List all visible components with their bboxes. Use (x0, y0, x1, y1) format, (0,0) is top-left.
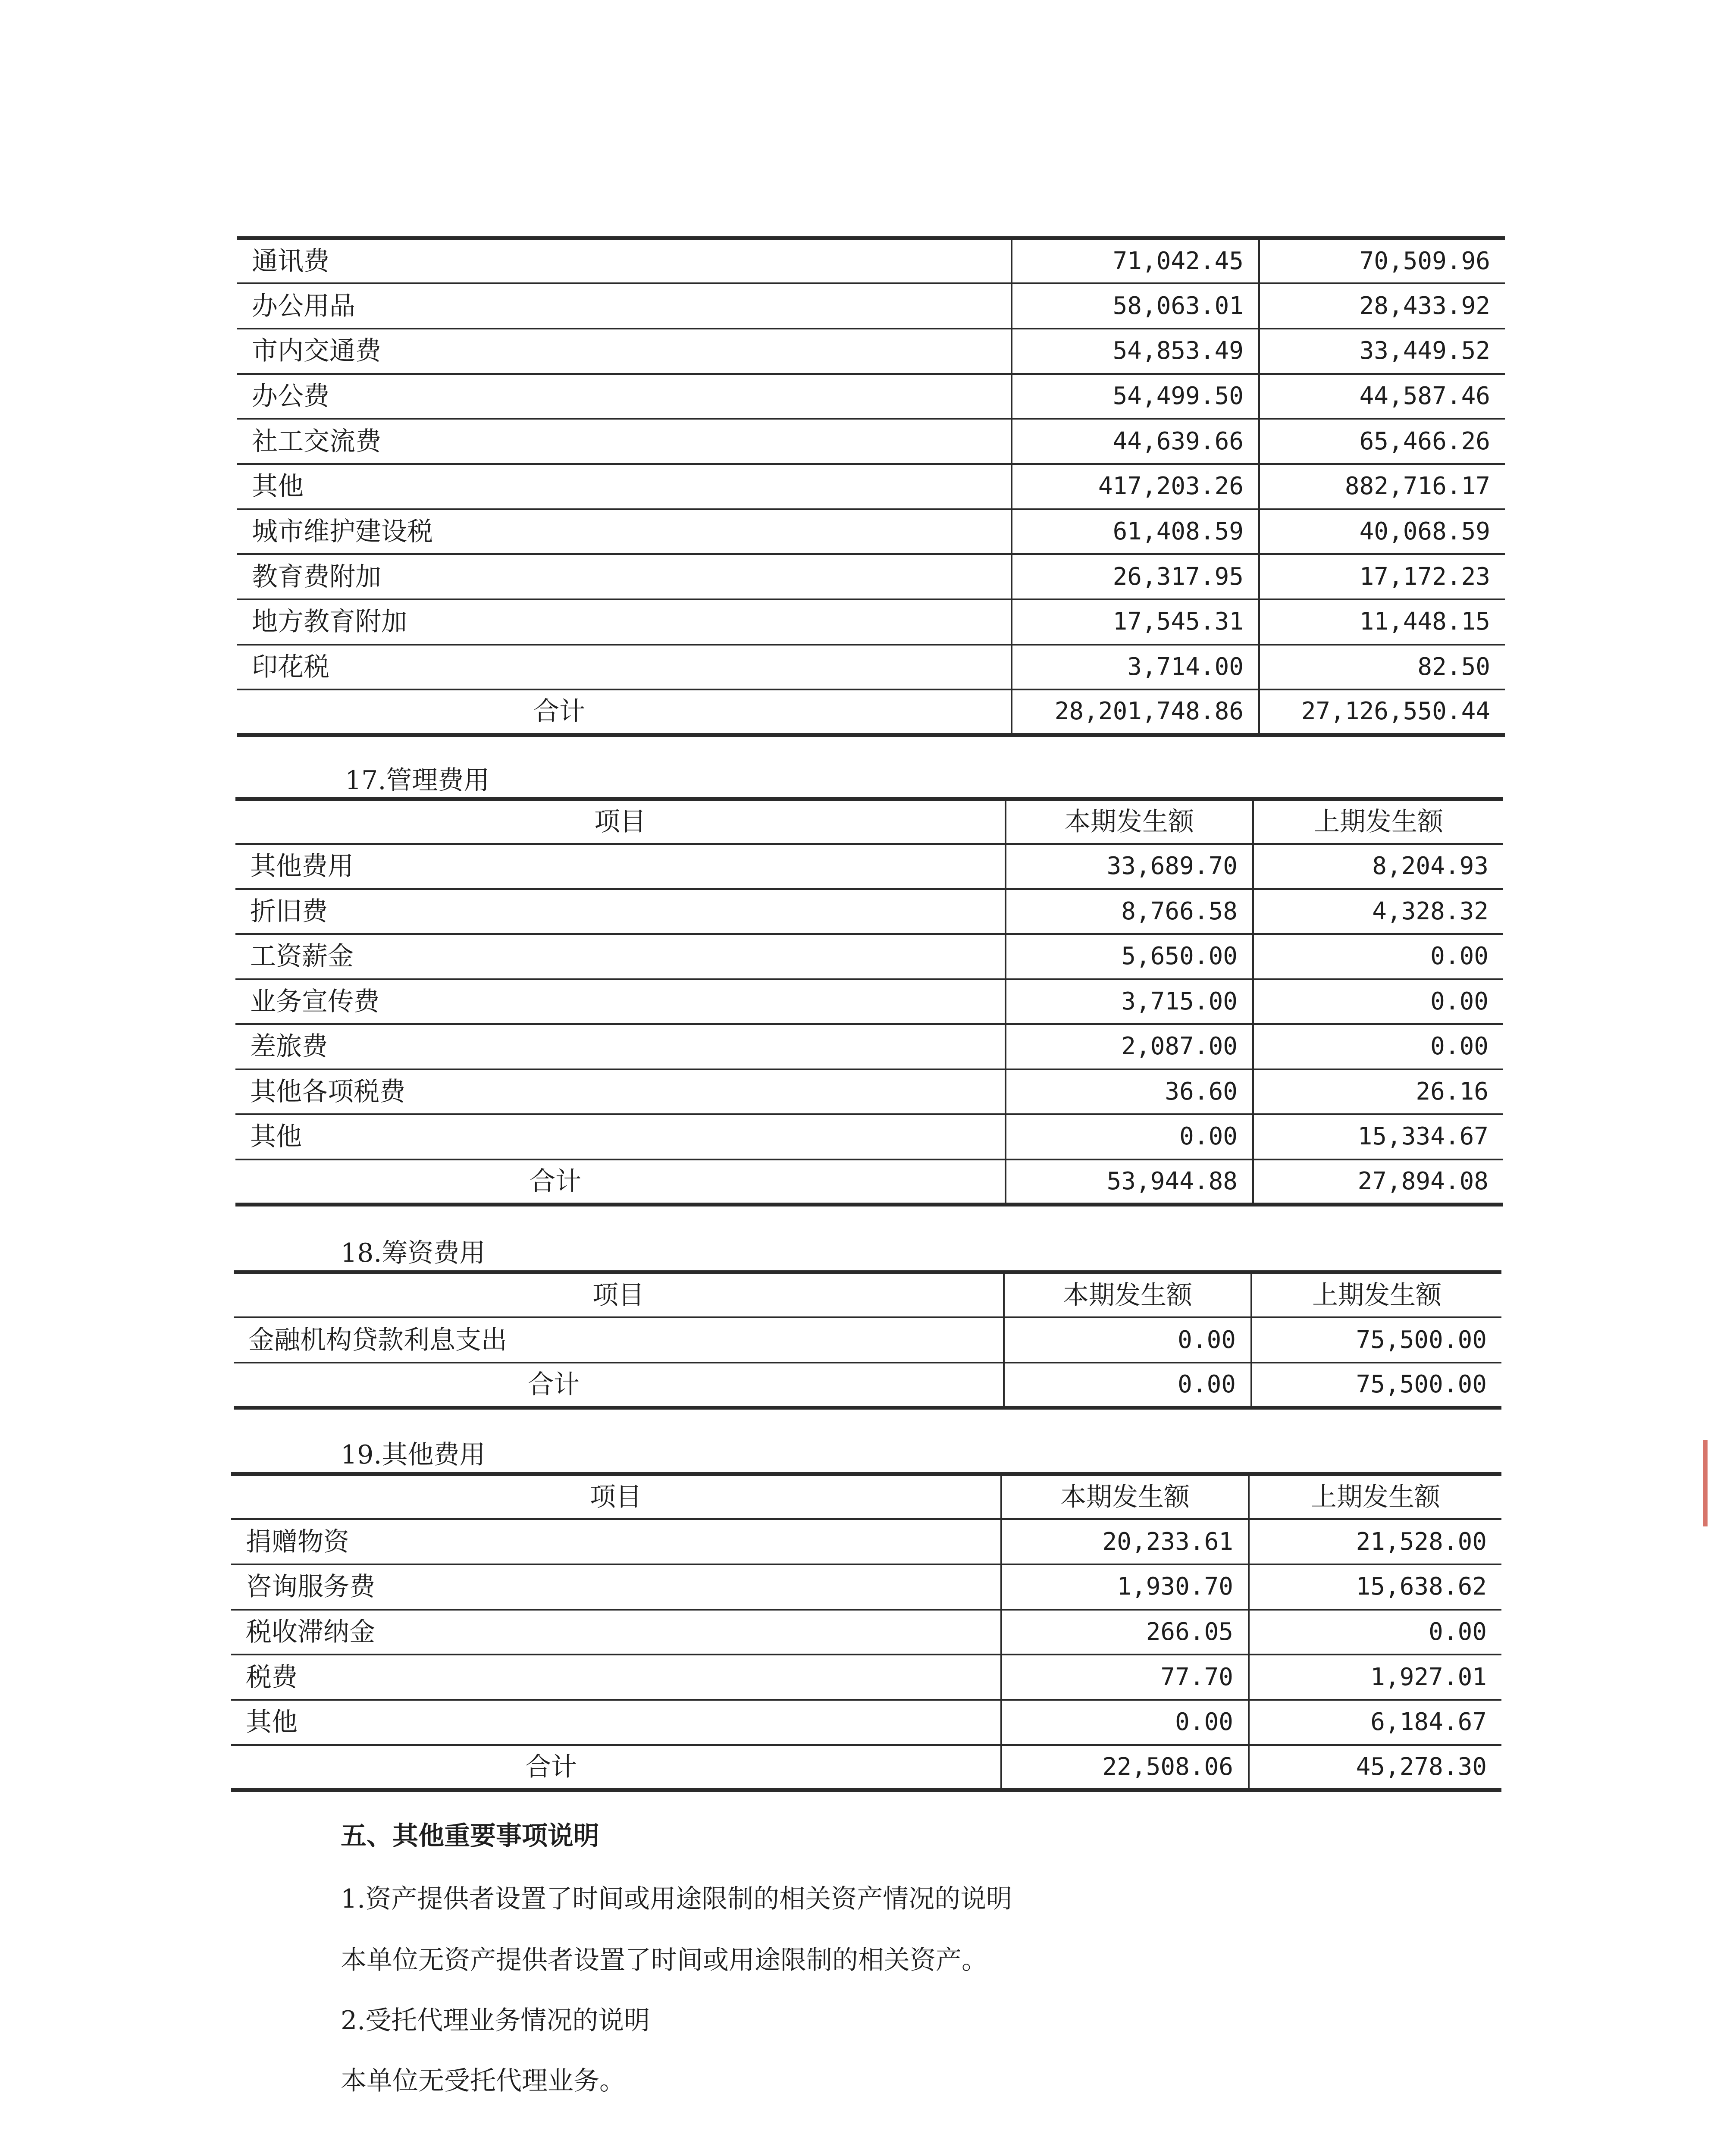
table-header-row (235, 799, 1503, 844)
row-previous-amount: 21,528.00 (1249, 1519, 1501, 1564)
table-total-row (234, 1363, 1501, 1408)
row-name: 办公用品 (237, 283, 1012, 329)
table-total-row (231, 1745, 1501, 1790)
other-expenses-table (231, 1472, 1501, 1792)
row-current-amount: 26,317.95 (1012, 554, 1259, 599)
table-row (237, 419, 1505, 464)
table-row (235, 1069, 1503, 1115)
section-title-other-expenses: 19.其他费用 (341, 1440, 486, 1470)
table-row (237, 283, 1505, 329)
table-row (231, 1700, 1501, 1745)
row-current-amount: 77.70 (1001, 1655, 1249, 1700)
row-current-amount: 0.00 (1004, 1317, 1251, 1363)
row-previous-amount: 4,328.32 (1253, 889, 1503, 934)
row-name: 印花税 (237, 645, 1012, 690)
admin-expenses-table (235, 797, 1503, 1206)
total-label: 合计 (237, 689, 1012, 735)
row-name: 城市维护建设税 (237, 509, 1012, 555)
row-current-amount: 0.00 (1001, 1700, 1249, 1745)
row-current-amount: 3,715.00 (1006, 979, 1253, 1025)
table-row (237, 374, 1505, 419)
row-name: 业务宣传费 (235, 979, 1006, 1025)
row-previous-amount: 15,334.67 (1253, 1114, 1503, 1159)
seal-edge-mark (1703, 1440, 1708, 1526)
table-row (231, 1610, 1501, 1655)
row-current-amount: 8,766.58 (1006, 889, 1253, 934)
row-previous-amount: 26.16 (1253, 1069, 1503, 1115)
total-previous-amount: 27,894.08 (1253, 1159, 1503, 1205)
table-row (231, 1655, 1501, 1700)
header-previous-period: 上期发生额 (1249, 1474, 1501, 1520)
row-current-amount: 61,408.59 (1012, 509, 1259, 555)
note-1-title: 1.资产提供者设置了时间或用途限制的相关资产情况的说明 (341, 1884, 1012, 1914)
row-previous-amount: 70,509.96 (1259, 238, 1505, 284)
row-name: 其他 (237, 464, 1012, 509)
total-label: 合计 (234, 1363, 1004, 1408)
section-title-financing-expenses: 18.筹资费用 (341, 1238, 486, 1268)
row-previous-amount: 0.00 (1253, 934, 1503, 979)
row-name: 其他 (235, 1114, 1006, 1159)
header-item: 项目 (231, 1474, 1001, 1520)
header-current-period: 本期发生额 (1006, 799, 1253, 844)
row-name: 社工交流费 (237, 419, 1012, 464)
row-name: 其他各项税费 (235, 1069, 1006, 1115)
row-name: 通讯费 (237, 238, 1012, 284)
row-name: 地方教育附加 (237, 599, 1012, 645)
expense-table-continued (237, 236, 1505, 737)
table-row (235, 889, 1503, 934)
table-row (235, 1114, 1503, 1159)
row-previous-amount: 17,172.23 (1259, 554, 1505, 599)
row-current-amount: 33,689.70 (1006, 844, 1253, 889)
row-current-amount: 0.00 (1006, 1114, 1253, 1159)
table-row (237, 554, 1505, 599)
row-name: 办公费 (237, 374, 1012, 419)
table-row (237, 238, 1505, 284)
table-row (235, 979, 1503, 1025)
row-previous-amount: 0.00 (1253, 1024, 1503, 1069)
row-current-amount: 54,499.50 (1012, 374, 1259, 419)
table-row (231, 1564, 1501, 1610)
row-current-amount: 2,087.00 (1006, 1024, 1253, 1069)
row-previous-amount: 0.00 (1249, 1610, 1501, 1655)
row-previous-amount: 28,433.92 (1259, 283, 1505, 329)
row-previous-amount: 11,448.15 (1259, 599, 1505, 645)
total-previous-amount: 75,500.00 (1251, 1363, 1501, 1408)
header-previous-period: 上期发生额 (1251, 1272, 1501, 1318)
row-name: 折旧费 (235, 889, 1006, 934)
row-current-amount: 71,042.45 (1012, 238, 1259, 284)
row-current-amount: 266.05 (1001, 1610, 1249, 1655)
table-total-row (237, 689, 1505, 735)
table-row (231, 1519, 1501, 1564)
row-previous-amount: 82.50 (1259, 645, 1505, 690)
note-2-text: 本单位无受托代理业务。 (341, 2066, 625, 2096)
table-row (235, 1024, 1503, 1069)
total-current-amount: 53,944.88 (1006, 1159, 1253, 1205)
row-name: 差旅费 (235, 1024, 1006, 1069)
row-name: 其他费用 (235, 844, 1006, 889)
table-row (237, 645, 1505, 690)
row-current-amount: 54,853.49 (1012, 329, 1259, 374)
row-previous-amount: 33,449.52 (1259, 329, 1505, 374)
total-previous-amount: 45,278.30 (1249, 1745, 1501, 1790)
row-previous-amount: 15,638.62 (1249, 1564, 1501, 1610)
table-row (237, 509, 1505, 555)
header-current-period: 本期发生额 (1004, 1272, 1251, 1318)
row-name: 市内交通费 (237, 329, 1012, 374)
row-previous-amount: 40,068.59 (1259, 509, 1505, 555)
row-current-amount: 44,639.66 (1012, 419, 1259, 464)
table-header-row (234, 1272, 1501, 1318)
row-previous-amount: 44,587.46 (1259, 374, 1505, 419)
row-name: 其他 (231, 1700, 1001, 1745)
table-total-row (235, 1159, 1503, 1205)
section-title-admin-expenses: 17.管理费用 (345, 765, 490, 796)
row-name: 咨询服务费 (231, 1564, 1001, 1610)
table-row (237, 599, 1505, 645)
row-name: 税费 (231, 1655, 1001, 1700)
total-previous-amount: 27,126,550.44 (1259, 689, 1505, 735)
header-item: 项目 (235, 799, 1006, 844)
table-row (237, 329, 1505, 374)
row-name: 捐赠物资 (231, 1519, 1001, 1564)
note-1-text: 本单位无资产提供者设置了时间或用途限制的相关资产。 (341, 1945, 987, 1975)
header-previous-period: 上期发生额 (1253, 799, 1503, 844)
note-2-title: 2.受托代理业务情况的说明 (341, 2006, 650, 2036)
header-current-period: 本期发生额 (1001, 1474, 1249, 1520)
total-current-amount: 28,201,748.86 (1012, 689, 1259, 735)
row-previous-amount: 1,927.01 (1249, 1655, 1501, 1700)
total-current-amount: 22,508.06 (1001, 1745, 1249, 1790)
row-previous-amount: 882,716.17 (1259, 464, 1505, 509)
row-current-amount: 3,714.00 (1012, 645, 1259, 690)
table-row (235, 844, 1503, 889)
row-current-amount: 58,063.01 (1012, 283, 1259, 329)
row-name: 税收滞纳金 (231, 1610, 1001, 1655)
row-current-amount: 5,650.00 (1006, 934, 1253, 979)
row-current-amount: 36.60 (1006, 1069, 1253, 1115)
total-current-amount: 0.00 (1004, 1363, 1251, 1408)
total-label: 合计 (235, 1159, 1006, 1205)
table-row (234, 1317, 1501, 1363)
row-previous-amount: 75,500.00 (1251, 1317, 1501, 1363)
row-current-amount: 20,233.61 (1001, 1519, 1249, 1564)
row-current-amount: 17,545.31 (1012, 599, 1259, 645)
row-current-amount: 1,930.70 (1001, 1564, 1249, 1610)
row-name: 教育费附加 (237, 554, 1012, 599)
row-name: 工资薪金 (235, 934, 1006, 979)
row-previous-amount: 0.00 (1253, 979, 1503, 1025)
total-label: 合计 (231, 1745, 1001, 1790)
notes-heading: 五、其他重要事项说明 (341, 1821, 599, 1851)
table-header-row (231, 1474, 1501, 1520)
table-row (235, 934, 1503, 979)
header-item: 项目 (234, 1272, 1004, 1318)
table-row (237, 464, 1505, 509)
financing-expenses-table (234, 1270, 1501, 1410)
row-current-amount: 417,203.26 (1012, 464, 1259, 509)
row-name: 金融机构贷款利息支出 (234, 1317, 1004, 1363)
row-previous-amount: 65,466.26 (1259, 419, 1505, 464)
row-previous-amount: 6,184.67 (1249, 1700, 1501, 1745)
row-previous-amount: 8,204.93 (1253, 844, 1503, 889)
